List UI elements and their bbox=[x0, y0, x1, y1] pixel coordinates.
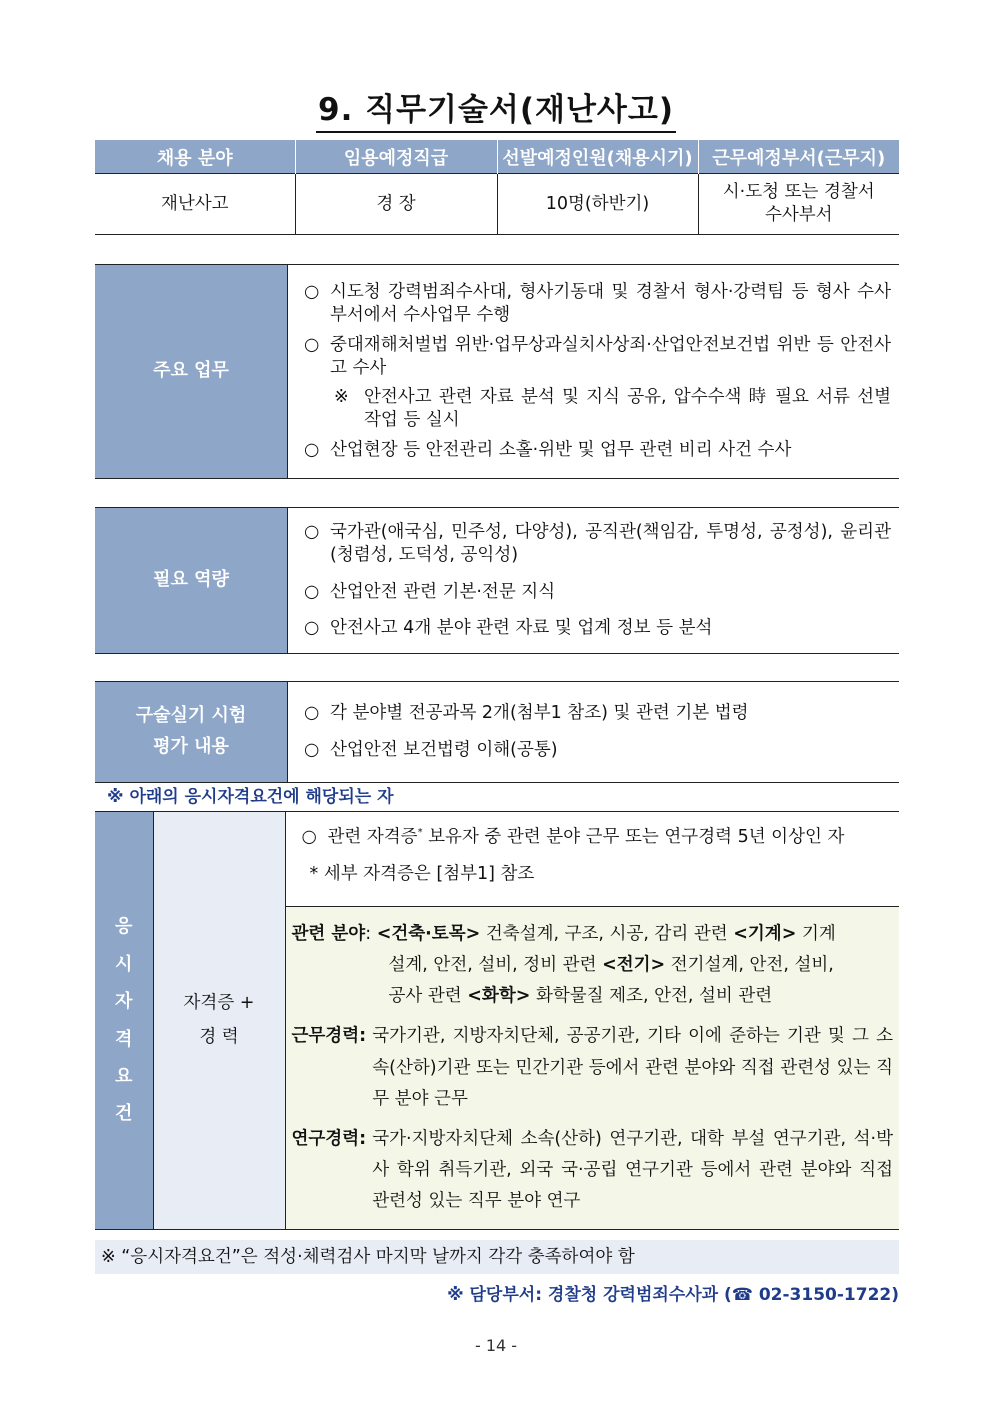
eligibility-details bbox=[285, 907, 899, 1230]
exam-label: 구술실기 시험 평가 내용 bbox=[95, 682, 288, 782]
eligibility-label: 응 시 자 격 요 건 bbox=[95, 812, 153, 1230]
cell-rank: 경 장 bbox=[295, 174, 497, 235]
list-item: ○ 중대재해처벌법 위반·업무상과실치사상죄·산업안전보건법 위반 등 안전사고 수사 bbox=[304, 334, 891, 378]
list-item: ○ 시도청 강력범죄수사대, 형사기동대 및 경찰서 형사·강력팀 등 형사 수사부서에서 수사업무 수행 bbox=[304, 282, 891, 326]
competency-section bbox=[95, 507, 899, 654]
col-header-field: 채용 분야 bbox=[95, 140, 295, 174]
work-experience: 근무경력: 국가기관, 지방자치단체, 공공기관, 기타 이에 준하는 기관 및 그 소속(산하)기관 또는 민간기관 등에서 관련 분야와 직접 관련성 있는 직무 분야 근무 bbox=[291, 1026, 893, 1109]
cell-field: 재난사고 bbox=[95, 174, 295, 235]
duties-section bbox=[95, 264, 899, 479]
list-item: ○ 산업안전 관련 기본·전문 지식 bbox=[304, 581, 556, 602]
position-summary-table bbox=[95, 140, 899, 235]
duties-label: 주요 업무 bbox=[95, 265, 288, 479]
list-item: ○ 국가관(애국심, 민주성, 다양성), 공직관(책임감, 투명성, 공정성), 윤리관 (청렴성, 도덕성, 공익성) bbox=[304, 522, 891, 565]
list-item: ○ 산업안전 보건법령 이해(공통) bbox=[304, 739, 558, 760]
list-item: ○ 산업현장 등 안전관리 소홀·위반 및 업무 관련 비리 사건 수사 bbox=[304, 439, 792, 460]
col-header-rank: 임용예정직급 bbox=[295, 140, 497, 174]
eligibility-notice: ※ 아래의 응시자격요건에 해당되는 자 bbox=[95, 782, 899, 811]
exam-section bbox=[95, 681, 899, 782]
list-item: ○ 각 분야별 전공과목 2개(첨부1 참조) 및 관련 기본 법령 bbox=[304, 703, 749, 723]
eligibility-section bbox=[95, 811, 899, 1230]
asterisk-note: * 세부 자격증은 [첨부1] 참조 bbox=[309, 863, 535, 884]
competency-label: 필요 역량 bbox=[95, 508, 288, 654]
col-header-headcount: 선발예정인원(채용시기) bbox=[497, 140, 698, 174]
eligibility-sublabel: 자격증 + 경 력 bbox=[153, 812, 285, 1230]
research-experience: 연구경력: 국가·지방자치단체 소속(산하) 연구기관, 대학 부설 연구기관, 석·박사 학위 취득기관, 외국 국·공립 연구기관 등에서 관련 분야와 직접 관련성 있는 직무 분야 연구 bbox=[291, 1128, 893, 1212]
note-item: ※ 안전사고 관련 자료 분석 및 지식 공유, 압수수색 時 필요 서류 선별 작업 등 실시 bbox=[334, 387, 891, 431]
cell-department: 시·도청 또는 경찰서 수사부서 bbox=[698, 174, 899, 235]
col-header-department: 근무예정부서(근무지) bbox=[698, 140, 899, 174]
cell-headcount: 10명(하반기) bbox=[497, 174, 698, 235]
page-title: 9. 직무기술서(재난사고) bbox=[0, 84, 992, 129]
contact-info: ※ 담당부서: 경찰청 강력범죄수사과 (☎ 02-3150-1722) bbox=[447, 1285, 899, 1305]
eligibility-footnote: ※ “응시자격요건”은 적성·체력검사 마지막 날까지 각각 충족하여야 함 bbox=[95, 1240, 899, 1274]
list-item: ○ 안전사고 4개 분야 관련 자료 및 업계 정보 등 분석 bbox=[304, 618, 713, 639]
related-field: 관련 분야: <건축·토목> 건축설계, 구조, 시공, 감리 관련 <기계> 기계 설계, 안전, 설비, 정비 관련 <전기> 전기설계, 안전, 설비, 공사 관련 <화학> 화학물질 제조, 안전, 설비 관련 bbox=[291, 924, 836, 1007]
page-number: - 14 - bbox=[474, 1336, 518, 1355]
eligibility-main: ○ 관련 자격증* 보유자 중 관련 분야 근무 또는 연구경력 5년 이상인 자 * 세부 자격증은 [첨부1] 참조 bbox=[285, 812, 899, 907]
